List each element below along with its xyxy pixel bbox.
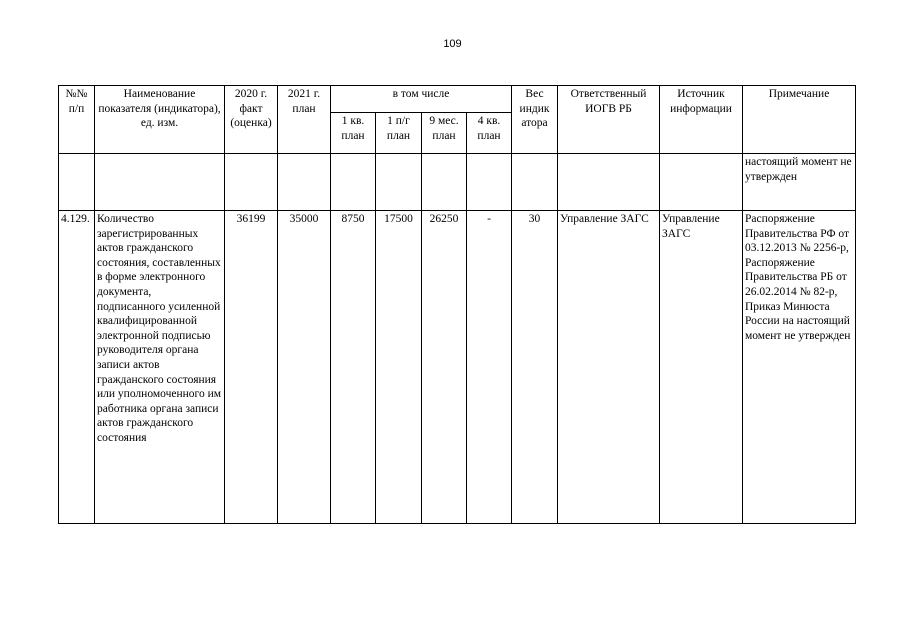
row-2020: 36199 <box>225 211 278 524</box>
continuation-note: настоящий момент не утвержден <box>743 154 856 211</box>
header-num: №№ п/п <box>59 86 95 154</box>
header-q4: 4 кв. план <box>467 113 512 154</box>
cell <box>512 154 558 211</box>
row-9m: 26250 <box>422 211 467 524</box>
cell <box>278 154 331 211</box>
row-note: Распоряжение Правительства РФ от 03.12.2013 № 2256-р, Распоряжение Правительства РБ от 26.02.2014 № 82-р, Приказ Минюста России на настоящий момент не утвержден <box>743 211 856 524</box>
row-responsible: Управление ЗАГС <box>558 211 660 524</box>
row-q4: - <box>467 211 512 524</box>
cell <box>59 154 95 211</box>
indicators-table <box>58 85 856 524</box>
header-name: Наименование показателя (индикатора), ед. изм. <box>95 86 225 154</box>
row-name: Количество зарегистрированных актов гражданского состояния, составленных в форме электронного документа, подписанного усиленной квалифицированной электронной подписью руководителя органа записи актов гражданского состояния или уполномоченного им работника органа записи актов гражданского состояния <box>95 211 225 524</box>
row-num: 4.129. <box>59 211 95 524</box>
header-h1: 1 п/г план <box>376 113 422 154</box>
cell <box>467 154 512 211</box>
page-number: 109 <box>443 38 462 50</box>
header-responsible: Ответственный ИОГВ РБ <box>558 86 660 154</box>
cell <box>660 154 743 211</box>
header-weight: Вес индик атора <box>512 86 558 154</box>
header-source: Источник информации <box>660 86 743 154</box>
row-2021: 35000 <box>278 211 331 524</box>
row-weight: 30 <box>512 211 558 524</box>
header-2020: 2020 г. факт (оценка) <box>225 86 278 154</box>
cell <box>558 154 660 211</box>
row-source: Управление ЗАГС <box>660 211 743 524</box>
header-2021: 2021 г. план <box>278 86 331 154</box>
cell <box>376 154 422 211</box>
table-row <box>59 211 856 524</box>
row-q1: 8750 <box>331 211 376 524</box>
header-row <box>59 86 856 113</box>
cell <box>422 154 467 211</box>
cell <box>95 154 225 211</box>
header-9m: 9 мес. план <box>422 113 467 154</box>
cell <box>331 154 376 211</box>
header-note: Примечание <box>743 86 856 154</box>
row-h1: 17500 <box>376 211 422 524</box>
header-q1: 1 кв. план <box>331 113 376 154</box>
continuation-row <box>59 154 856 211</box>
header-including: в том числе <box>331 86 512 113</box>
cell <box>225 154 278 211</box>
